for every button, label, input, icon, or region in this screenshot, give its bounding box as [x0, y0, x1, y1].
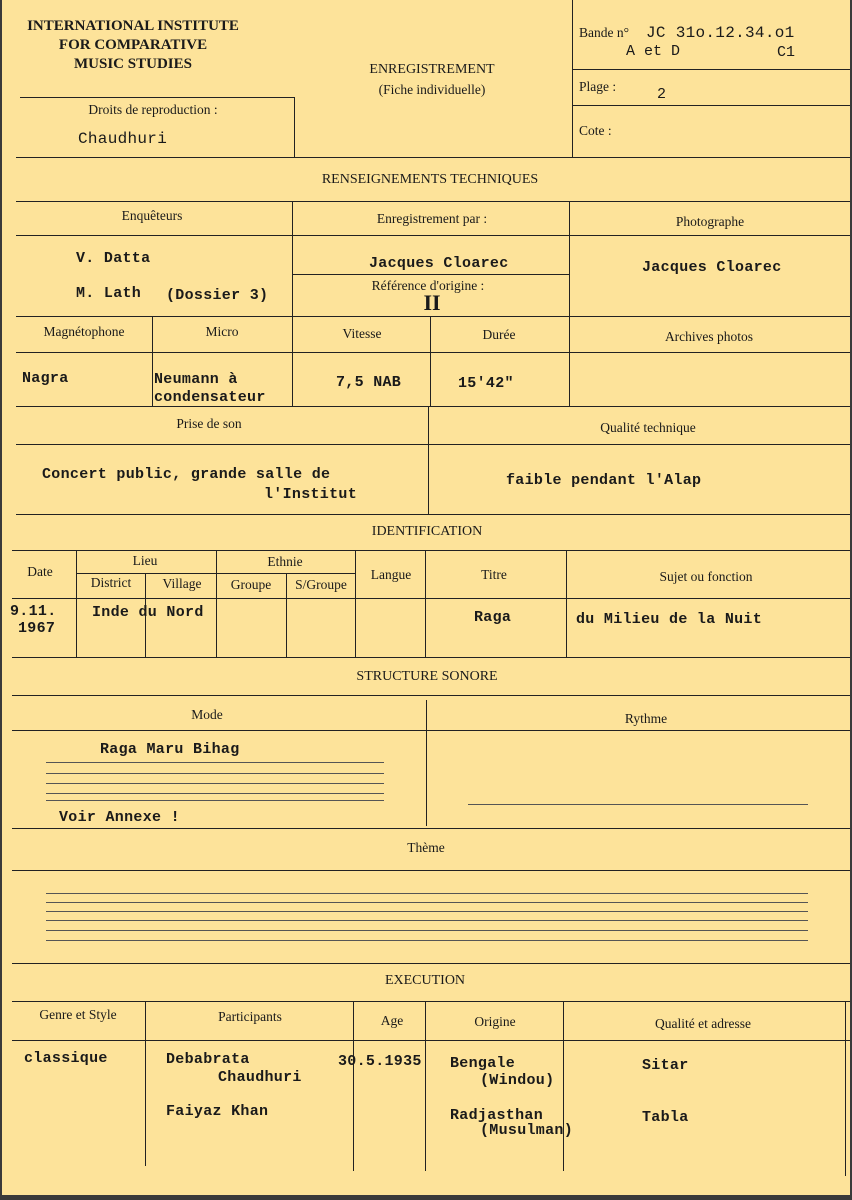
magnetophone-value: Nagra: [22, 370, 69, 387]
mode-label: Mode: [191, 707, 223, 722]
section-technique: RENSEIGNEMENTS TECHNIQUES: [321, 172, 539, 187]
plage-value: 2: [657, 86, 667, 103]
prise-line-1: Concert public, grande salle de: [42, 466, 331, 483]
archives-label: Archives photos: [664, 329, 754, 344]
sujet-value: du Milieu de la Nuit: [576, 611, 763, 628]
bande-value: JC 31o.12.34.o1: [646, 24, 795, 42]
card-title: ENREGISTREMENT: [369, 62, 495, 77]
dossier-value: (Dossier 3): [166, 287, 269, 304]
card-subtitle: (Fiche individuelle): [378, 82, 486, 97]
photographe-label: Photographe: [675, 214, 745, 229]
age-label: Age: [380, 1013, 404, 1028]
bande-label: Bande n°: [579, 25, 630, 40]
village-label: Village: [162, 576, 202, 591]
sujet-label: Sujet ou fonction: [659, 569, 753, 584]
theme-label: Thème: [407, 840, 445, 855]
genre-value: classique: [24, 1050, 108, 1067]
photographe-value: Jacques Cloarec: [642, 259, 782, 276]
catalog-card: [2, 0, 850, 1195]
plage-label: Plage :: [579, 79, 617, 94]
qualite-value: faible pendant l'Alap: [506, 472, 702, 489]
participant-1-origine: Bengale: [450, 1055, 516, 1072]
participant-2-origine-detail: (Musulman): [480, 1122, 574, 1139]
duree-label: Durée: [482, 327, 516, 342]
participant-1-line-1: Debabrata: [166, 1051, 250, 1068]
participant-1-qualite: Sitar: [642, 1057, 689, 1074]
participant-2-origine: Radjasthan: [450, 1107, 544, 1124]
duree-value: 15'42": [458, 375, 514, 392]
vitesse-value: 7,5 NAB: [336, 374, 402, 391]
qualite-label: Qualité technique: [600, 420, 696, 435]
ethnie-label: Ethnie: [267, 554, 303, 569]
origine-label: Origine: [474, 1014, 516, 1029]
droits-value: Chaudhuri: [78, 130, 168, 148]
rythme-label: Rythme: [624, 711, 668, 726]
groupe-label: Groupe: [230, 577, 272, 592]
sgroupe-label: S/Groupe: [295, 577, 347, 592]
participant-2-qualite: Tabla: [642, 1109, 689, 1126]
bande-code: C1: [777, 44, 796, 61]
enqueteur-1: V. Datta: [76, 250, 151, 267]
annexe-note: Voir Annexe !: [59, 809, 180, 826]
micro-label: Micro: [205, 324, 239, 339]
enregistrement-label: Enregistrement par :: [376, 211, 488, 226]
date-label: Date: [27, 564, 53, 579]
prise-line-2: l'Institut: [264, 486, 358, 503]
prise-label: Prise de son: [176, 416, 242, 431]
micro-value: Neumann à condensateur: [154, 371, 266, 406]
participants-label: Participants: [218, 1009, 282, 1024]
reference-label: Référence d'origine :: [371, 278, 485, 293]
enqueteur-2: M. Lath: [76, 285, 142, 302]
district-label: District: [90, 575, 132, 590]
cote-label: Cote :: [579, 123, 612, 138]
institute-name: INTERNATIONAL INSTITUTE FOR COMPARATIVE MUSIC STUDIES: [27, 18, 239, 72]
participant-1-origine-detail: (Windou): [480, 1072, 555, 1089]
reference-value: II: [423, 290, 441, 315]
enregistrement-value: Jacques Cloarec: [369, 255, 509, 272]
vitesse-label: Vitesse: [342, 326, 382, 341]
section-identification: IDENTIFICATION: [371, 524, 483, 539]
genre-label: Genre et Style: [39, 1007, 117, 1022]
qualite-adresse-label: Qualité et adresse: [655, 1016, 751, 1031]
bande-sides: A et D: [626, 43, 681, 60]
mode-value: Raga Maru Bihag: [100, 741, 240, 758]
enqueteurs-label: Enquêteurs: [121, 208, 183, 223]
droits-label: Droits de reproduction :: [88, 102, 218, 117]
lieu-value: Inde du Nord: [92, 604, 204, 621]
lieu-label: Lieu: [132, 553, 158, 568]
titre-label: Titre: [481, 567, 507, 582]
header-divider: [572, 0, 573, 158]
participant-1-line-2: Chaudhuri: [218, 1069, 302, 1086]
participant-1-age: 30.5.1935: [338, 1053, 422, 1070]
magnetophone-label: Magnétophone: [43, 324, 125, 339]
titre-value: Raga: [474, 609, 512, 626]
section-execution: EXECUTION: [384, 973, 466, 988]
participant-2-name: Faiyaz Khan: [166, 1103, 269, 1120]
date-value: 9.11. 1967: [10, 603, 57, 637]
section-structure: STRUCTURE SONORE: [356, 669, 498, 684]
langue-label: Langue: [370, 567, 412, 582]
